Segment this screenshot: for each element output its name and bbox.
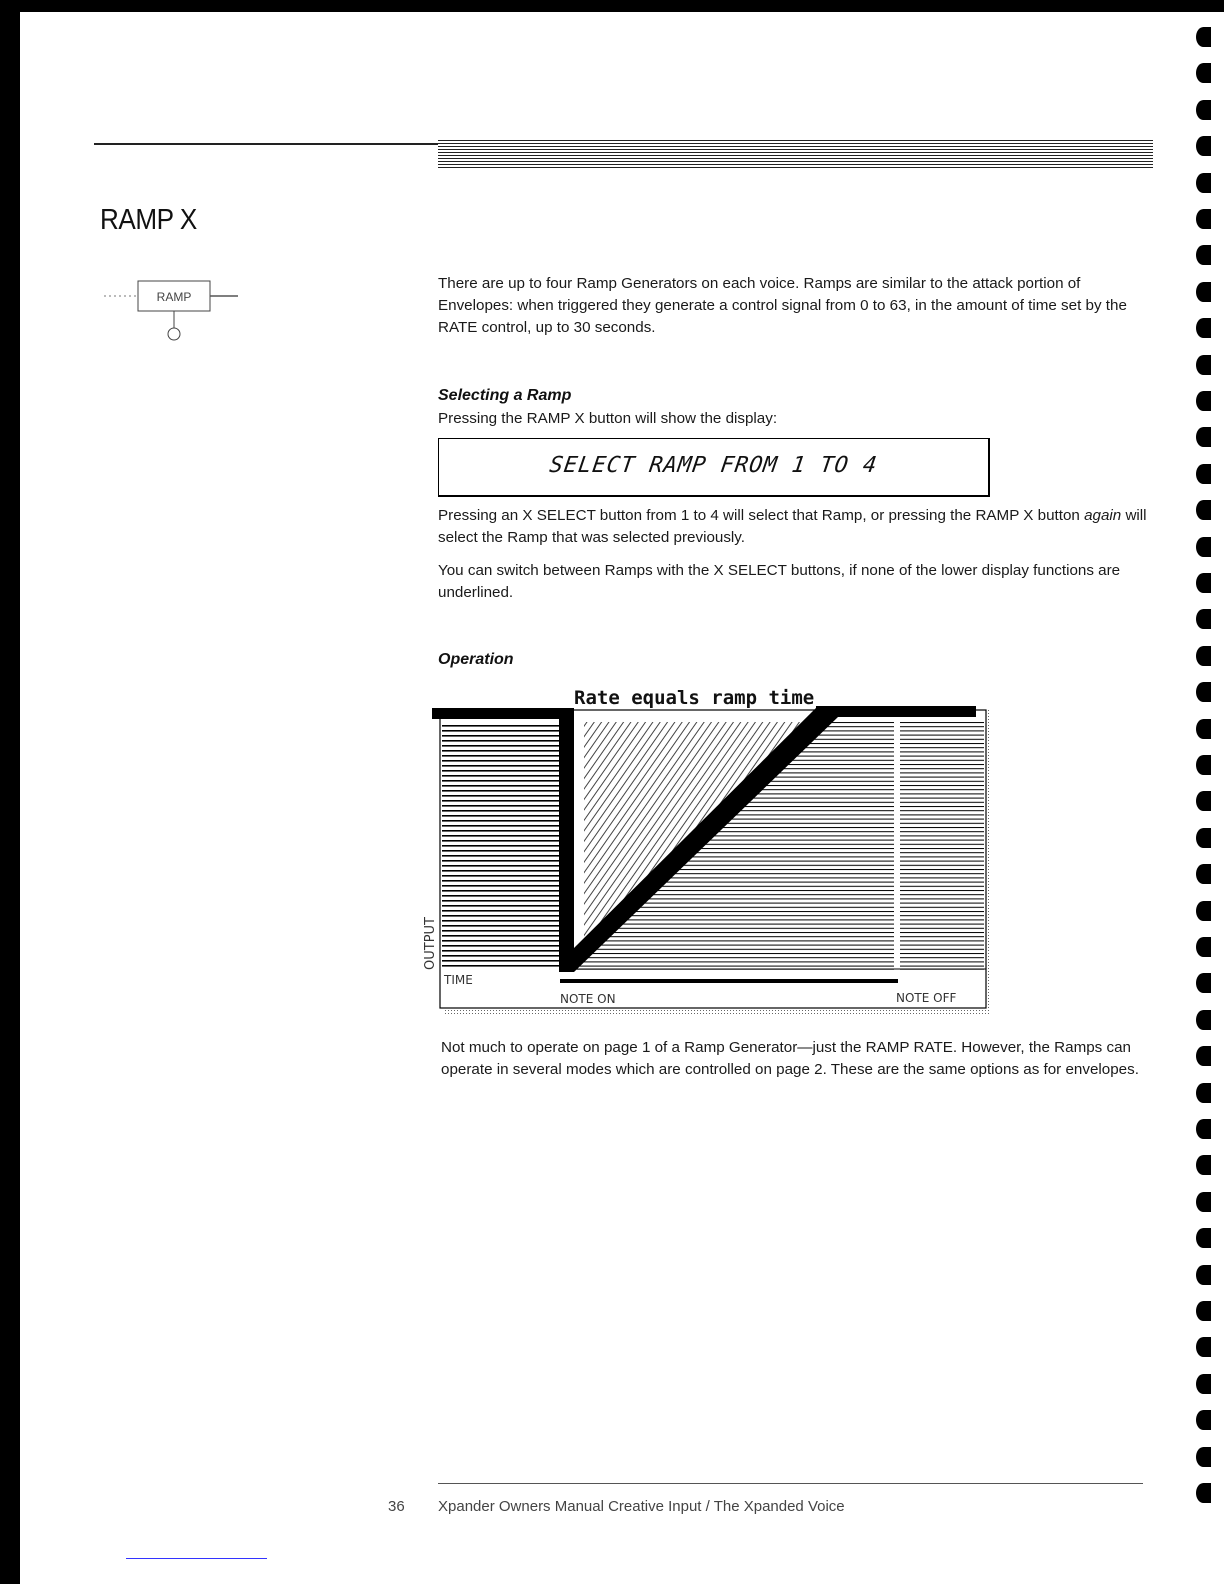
- binding-hole-icon: [1196, 901, 1211, 921]
- binding-hole-icon: [1196, 1228, 1211, 1248]
- binding-hole-icon: [1196, 1192, 1211, 1212]
- binding-hole-icon: [1196, 1046, 1211, 1066]
- heading-selecting-ramp: Selecting a Ramp: [438, 387, 572, 404]
- binding-hole-icon: [1196, 100, 1211, 120]
- diagram-x-label: TIME: [444, 973, 473, 987]
- selecting-paragraph-2: You can switch between Ramps with the X SELECT buttons, if none of the lower display functions are underlined.: [438, 562, 1121, 601]
- intro-paragraph: There are up to four Ramp Generators on each voice. Ramps are similar to the attack portion of Envelopes: when triggered they generate a control signal from 0 to 63, in the amount of time set by the RATE control, up to 30 seconds.: [438, 275, 1127, 336]
- module-label: RAMP: [156, 290, 192, 304]
- lcd-display: [438, 438, 990, 497]
- scan-edge-line: [126, 1558, 267, 1559]
- binding-hole-icon: [1196, 646, 1211, 666]
- binding-hole-icon: [1196, 609, 1211, 629]
- binding-hole-icon: [1196, 719, 1211, 739]
- binding-hole-icon: [1196, 937, 1211, 957]
- binding-hole-icon: [1196, 136, 1211, 156]
- binding-hole-icon: [1196, 973, 1211, 993]
- binding-hole-icon: [1196, 1155, 1211, 1175]
- binding-hole-icon: [1196, 1483, 1211, 1503]
- binding-hole-icon: [1196, 573, 1211, 593]
- footer-rule: [438, 1483, 1143, 1484]
- selecting-intro: Pressing the RAMP X button will show the display:: [438, 410, 778, 427]
- heading-operation: Operation: [438, 651, 514, 668]
- header-multi-rule: [438, 140, 1153, 168]
- diagram-y-label: OUTPUT: [423, 917, 438, 970]
- diagram-title: Rate equals ramp time: [574, 687, 815, 709]
- binding-hole-icon: [1196, 1265, 1211, 1285]
- binding-hole-icon: [1196, 828, 1211, 848]
- diagram-note-off: NOTE OFF: [896, 991, 957, 1005]
- binding-hole-icon: [1196, 1374, 1211, 1394]
- rate-knob-icon: [168, 328, 180, 340]
- binding-hole-icon: [1196, 391, 1211, 411]
- binding-hole-icon: [1196, 864, 1211, 884]
- binding-hole-icon: [1196, 791, 1211, 811]
- para1-italic: again: [1084, 507, 1122, 524]
- binding-hole-icon: [1196, 500, 1211, 520]
- footer-text: Xpander Owners Manual Creative Input / The Xpanded Voice: [438, 1498, 845, 1515]
- binding-hole-icon: [1196, 1119, 1211, 1139]
- binding-hole-icon: [1196, 755, 1211, 775]
- ramp-timing-diagram: [418, 680, 998, 1020]
- binding-hole-icon: [1196, 63, 1211, 83]
- binding-hole-icon: [1196, 1010, 1211, 1030]
- operation-paragraph: Not much to operate on page 1 of a Ramp Generator—just the RAMP RATE. However, the Ramps can operate in several modes which are controlled on page 2. These are the same options as for envelopes.: [441, 1039, 1139, 1078]
- scan-top-border: [0, 0, 1224, 12]
- binding-hole-icon: [1196, 1447, 1211, 1467]
- para1-end: will select the Ramp that was selected previously.: [438, 507, 1147, 546]
- header-rule: [94, 143, 439, 145]
- binding-hole-icon: [1196, 318, 1211, 338]
- binding-hole-icon: [1196, 682, 1211, 702]
- binding-hole-icon: [1196, 1301, 1211, 1321]
- lcd-display-text: SELECT RAMP FROM 1 TO 4: [547, 453, 880, 478]
- binding-hole-icon: [1196, 355, 1211, 375]
- ramp-module-diagram: [100, 276, 250, 366]
- section-title: RAMP X: [100, 204, 197, 236]
- binding-hole-icon: [1196, 27, 1211, 47]
- binding-hole-icon: [1196, 173, 1211, 193]
- binding-hole-icon: [1196, 427, 1211, 447]
- binding-hole-icon: [1196, 209, 1211, 229]
- binding-hole-icon: [1196, 245, 1211, 265]
- binding-hole-icon: [1196, 1410, 1211, 1430]
- scan-left-border: [0, 0, 20, 1584]
- binding-hole-icon: [1196, 282, 1211, 302]
- para1-start: Pressing an X SELECT button from 1 to 4 will select that Ramp, or pressing the RAMP X button: [438, 507, 1085, 524]
- binding-hole-icon: [1196, 1337, 1211, 1357]
- selecting-paragraph-1: [438, 505, 1150, 549]
- binding-hole-icon: [1196, 464, 1211, 484]
- binding-hole-icon: [1196, 1083, 1211, 1103]
- diagram-note-on: NOTE ON: [560, 992, 616, 1006]
- binding-hole-icon: [1196, 537, 1211, 557]
- footer-page-number: 36: [388, 1498, 405, 1515]
